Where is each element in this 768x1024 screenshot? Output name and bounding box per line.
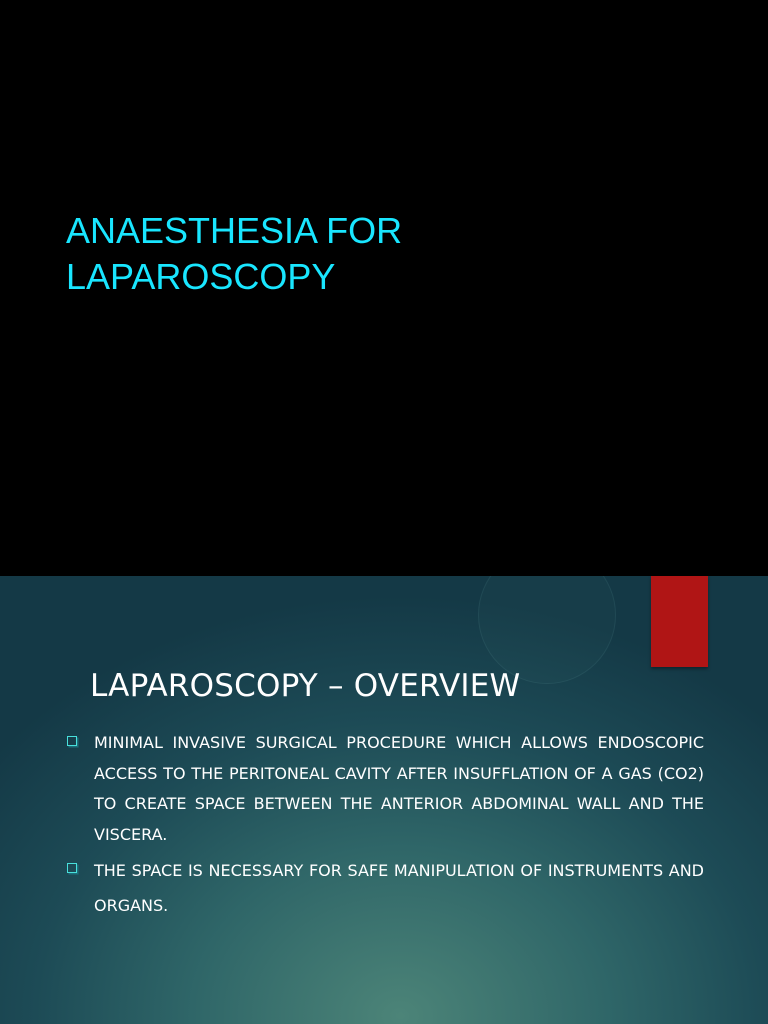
bullet-list [66,728,704,923]
bullet-item [66,728,704,850]
square-bullet-icon [67,736,77,746]
overview-slide [0,576,768,1024]
presentation-title: ANAESTHESIA FOR LAPAROSCOPY [66,210,403,297]
bullet-item [66,853,704,923]
red-accent-bar [651,576,708,667]
bullet-text: THE SPACE IS NECESSARY FOR SAFE MANIPULATION OF INSTRUMENTS AND ORGANS. [94,861,704,915]
square-bullet-icon [67,863,77,873]
slide-title: LAPAROSCOPY – OVERVIEW [90,668,521,704]
bullet-text: MINIMAL INVASIVE SURGICAL PROCEDURE WHICH ALLOWS ENDOSCOPIC ACCESS TO THE PERITONEAL CAVITY AFTER INSUFFLATION OF A GAS (CO2) TO CREATE SPACE BETWEEN THE ANTERIOR ABDOMINAL WALL AND THE VISCERA. [94,733,704,844]
